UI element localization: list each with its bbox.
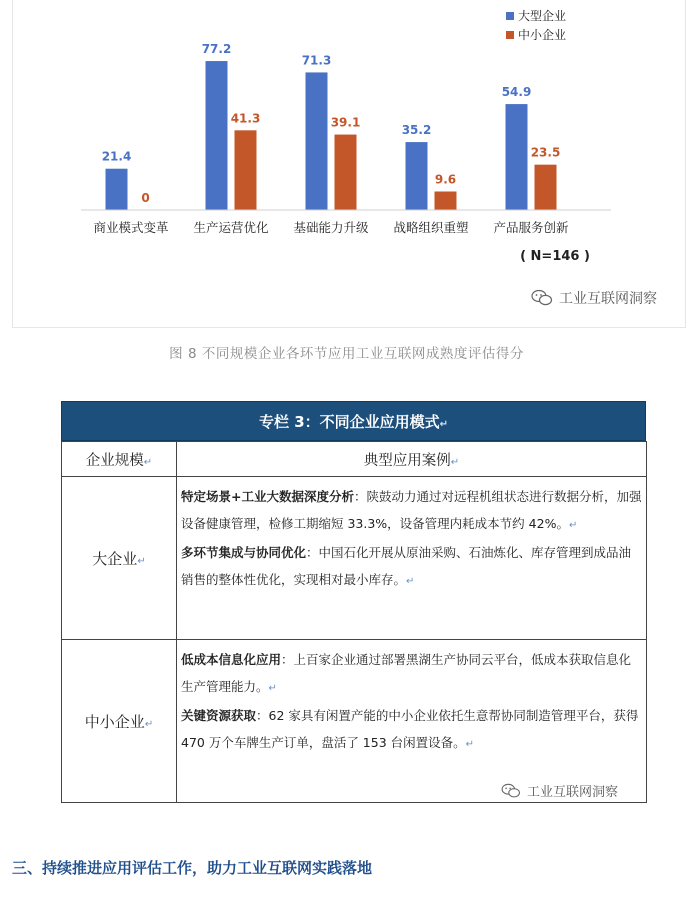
section-heading: 三、持续推进应用评估工作，助力工业互联网实践落地 (12, 859, 373, 877)
case-item: 低成本信息化应用：上百家企业通过部署黑湖生产协同云平台，低成本获取信息化生产管理能力。↵ (181, 652, 632, 694)
table-row-sme (62, 640, 647, 803)
case-item: 特定场景+工业大数据深度分析：陕鼓动力通过对远程机组状态进行数据分析，加强设备健康管理，检修工期缩短 33.3%，设备管理内耗成本节约 42%。↵ (181, 489, 642, 531)
cases-cell (177, 477, 647, 640)
scale-cell: 大企业↵ (62, 477, 177, 640)
header-scale: 企业规模↵ (62, 442, 177, 477)
data-label: 54.9 (501, 85, 532, 100)
legend-swatch (506, 12, 514, 20)
bar-sme (335, 135, 357, 210)
data-label: 71.3 (301, 53, 332, 68)
figure-caption: 图 8 不同规模企业各环节应用工业互联网成熟度评估得分 (169, 346, 524, 362)
data-label: 9.6 (434, 172, 457, 187)
bar-sme (535, 165, 557, 210)
legend-label: 中小企业 (518, 28, 567, 42)
bar-sme (435, 191, 457, 210)
bar-large (106, 169, 128, 210)
data-label: 21.4 (101, 149, 132, 164)
chart-watermark (531, 288, 657, 308)
bar-sme (235, 130, 257, 210)
category-label: 基础能力升级 (293, 220, 369, 235)
wechat-icon (531, 289, 553, 307)
paragraph-mark-icon: ↵ (439, 419, 449, 430)
wechat-icon (501, 783, 521, 799)
category-label: 产品服务创新 (493, 220, 569, 235)
category-label: 商业模式变革 (93, 220, 169, 235)
category-label: 生产运营优化 (193, 220, 269, 235)
cases-cell (177, 640, 647, 803)
data-label: 77.2 (201, 42, 232, 57)
table-row-large (62, 477, 647, 640)
data-label: 41.3 (230, 111, 261, 126)
watermark-text: 工业互联网洞察 (559, 291, 657, 307)
bar-large (306, 72, 328, 210)
watermark-text: 工业互联网洞察 (527, 785, 619, 800)
chart-note: ( N=146 ) (520, 249, 590, 264)
data-label: 39.1 (330, 115, 361, 130)
case-table (61, 441, 647, 803)
chart-frame (12, 0, 686, 328)
bar-large (206, 61, 228, 210)
data-label: 0 (141, 191, 150, 205)
header-cases: 典型应用案例↵ (177, 442, 647, 477)
legend-swatch (506, 31, 514, 39)
bar-large (406, 142, 428, 210)
case-item: 关键资源获取：62 家具有闲置产能的中小企业依托生意帮协同制造管理平台，获得 470 万个车牌生产订单，盘活了 153 台闲置设备。↵ (181, 708, 639, 750)
scale-cell: 中小企业↵ (62, 640, 177, 803)
category-label: 战略组织重塑 (393, 220, 469, 235)
table-watermark (501, 781, 618, 800)
column-title (61, 401, 646, 441)
table-header-row (62, 442, 647, 477)
data-label: 23.5 (530, 145, 561, 160)
column-title-text: 专栏 3：不同企业应用模式 (258, 413, 440, 431)
column-box (61, 401, 646, 803)
case-item: 多环节集成与协同优化：中国石化开展从原油采购、石油炼化、库存管理到成品油销售的整体性优化，实现相对最小库存。↵ (181, 545, 632, 587)
bar-large (506, 104, 528, 210)
bar-chart (13, 0, 687, 328)
data-label: 35.2 (401, 123, 432, 138)
legend-label: 大型企业 (518, 9, 567, 23)
